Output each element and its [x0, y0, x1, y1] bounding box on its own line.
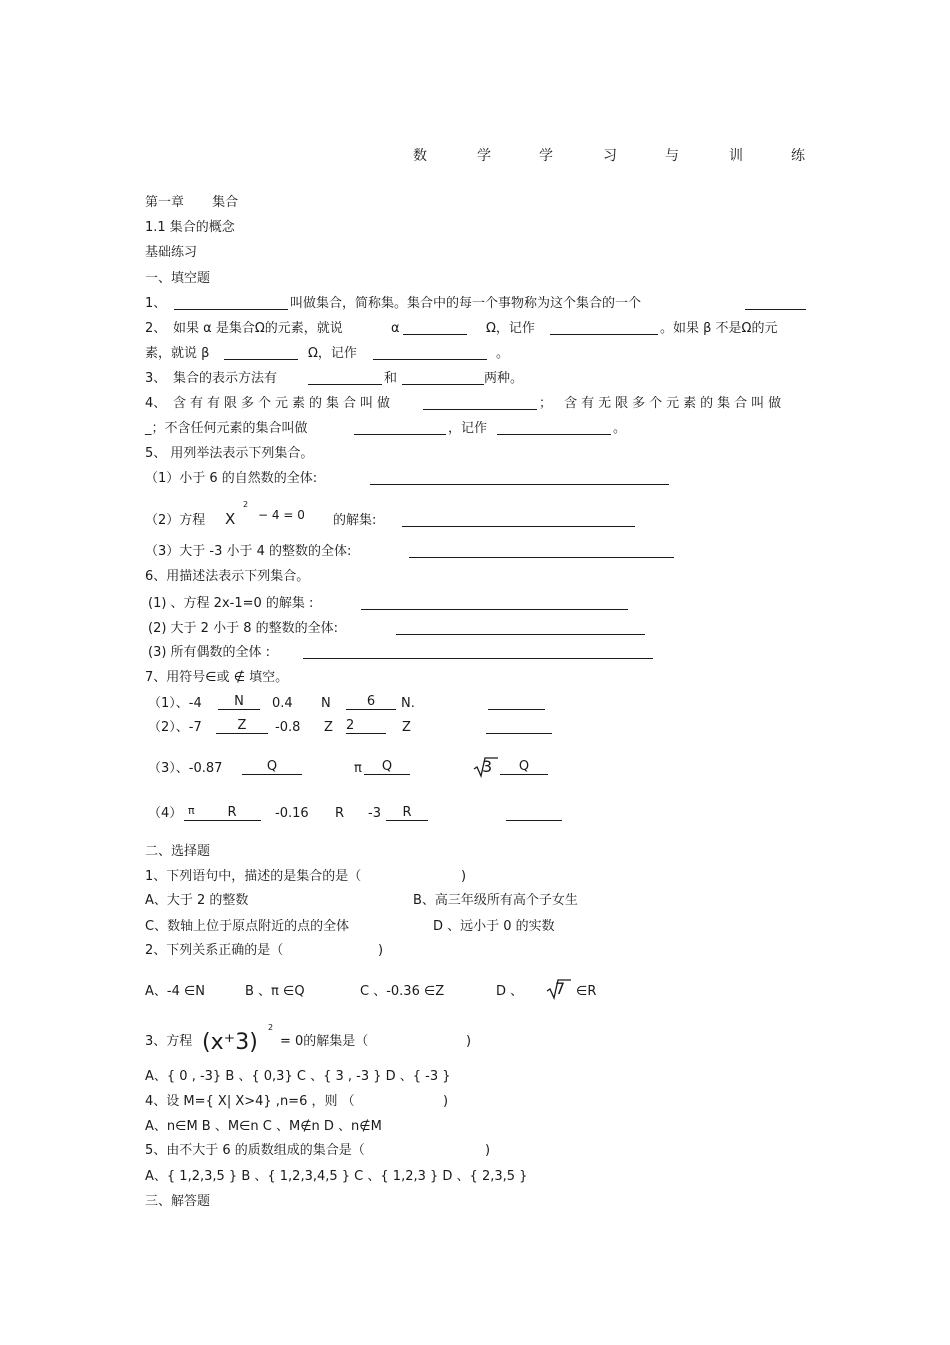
q2-alpha: α: [391, 321, 400, 336]
header-char: 训: [729, 148, 743, 164]
q6-heading: 6、用描述法表示下列集合。: [145, 569, 310, 584]
chapter-number: 第一章: [145, 195, 185, 210]
sqrt-symbol: [546, 978, 572, 1000]
q7-set: Z: [402, 720, 411, 735]
cq1-close: ): [461, 869, 467, 884]
answer-blank[interactable]: [409, 543, 674, 558]
answer-blank[interactable]: Q: [500, 760, 548, 775]
q4-text-d: ，记作: [448, 421, 488, 436]
q6-part1: (1) 、方程 2x-1=0 的解集 :: [148, 596, 314, 611]
cq4-options[interactable]: A、n∈M B 、M∈n C 、M∉n D 、n∉M: [145, 1119, 382, 1134]
q7-value: -0.16: [275, 806, 309, 821]
answer-blank[interactable]: [396, 620, 645, 635]
cq4-stem: 4、设 M={ X| X>4} ,n=6 ，则 （: [145, 1094, 355, 1109]
answer-blank[interactable]: [308, 370, 382, 385]
cq3-exponent: 2: [268, 1023, 274, 1032]
q7-row4-label: （4）: [148, 806, 183, 821]
answer-blank[interactable]: [361, 595, 628, 610]
answer-blank[interactable]: [224, 345, 298, 360]
answer-blank[interactable]: [550, 320, 658, 335]
q3-end: 两种。: [484, 371, 524, 386]
q5-part1: （1）小于 6 的自然数的全体:: [145, 471, 318, 486]
q5-part2-tail: 的解集:: [333, 513, 377, 528]
q5-exponent: 2: [243, 500, 249, 509]
q7-heading: 7、用符号∈或 ∉ 填空。: [145, 670, 289, 685]
cq2-option-c[interactable]: C 、-0.36 ∈Z: [360, 984, 445, 999]
cq2-option-d[interactable]: D 、: [496, 984, 524, 999]
choice-heading: 二、选择题: [145, 844, 211, 859]
q5-part3: （3）大于 -3 小于 4 的整数的全体:: [145, 544, 352, 559]
answer-blank[interactable]: [745, 295, 806, 310]
answer-blank[interactable]: [354, 420, 446, 435]
q4-text-b: ； 含有无限多个元素的集合叫做: [539, 396, 786, 411]
q2-number: 2、: [145, 321, 167, 336]
answer-blank[interactable]: [497, 420, 611, 435]
cq2-stem: 2、下列关系正确的是（: [145, 943, 284, 958]
cq5-options[interactable]: A、{ 1,2,3,5 } B 、{ 1,2,3,4,5 } C 、{ 1,2,3 } D 、{ 2,3,5 }: [145, 1169, 528, 1184]
q2-text-b: 。如果 β 不是Ω的元: [660, 321, 778, 336]
q7-row1-label: （1）、-4: [148, 696, 202, 711]
header-char: 数: [413, 148, 427, 164]
q6-part3: (3) 所有偶数的全体 :: [148, 645, 271, 660]
radicand: 3: [482, 757, 493, 776]
cq2-close: ): [378, 943, 384, 958]
answer-blank[interactable]: R: [386, 806, 428, 821]
answer-blank[interactable]: [486, 719, 552, 734]
q7-set: N.: [401, 696, 415, 711]
cq3-equals: = 0的解集是（: [280, 1034, 369, 1049]
cq3-close: ): [466, 1034, 472, 1049]
cq2-option-d-tail: ∈R: [576, 984, 597, 999]
answer-blank[interactable]: [303, 644, 653, 659]
q5-part2: （2）方程: [145, 513, 206, 528]
q7-row2-label: （2）、-7: [148, 720, 202, 735]
answer-blank[interactable]: [370, 470, 669, 485]
q2-omega: Ω，记作: [486, 321, 535, 336]
cq1-option-c[interactable]: C、数轴上位于原点附近的点的全体: [145, 919, 350, 934]
q7-value: -0.8: [275, 720, 301, 735]
header-char: 学: [477, 148, 491, 164]
q4-number: 4、: [145, 396, 167, 411]
chapter-name: 集合: [212, 195, 239, 210]
q7-row3-label: （3）、-0.87: [148, 761, 223, 776]
answer-heading: 三、解答题: [145, 1194, 211, 1209]
q4-text-c: _；不含任何元素的集合叫做: [145, 421, 308, 436]
q3-number: 3、: [145, 371, 167, 386]
answer-blank[interactable]: 6: [346, 695, 396, 710]
q1-text: 叫做集合，简称集。集合中的每一个事物称为这个集合的一个: [290, 296, 642, 311]
q2-text-c: 素，就说 β: [145, 346, 210, 361]
cq4-close: ): [443, 1094, 449, 1109]
cq2-option-a[interactable]: A、-4 ∈N: [145, 984, 206, 999]
answer-blank[interactable]: [506, 806, 562, 821]
q7-value: 0.4: [272, 696, 293, 711]
header-char: 与: [665, 148, 679, 164]
cq1-stem: 1、下列语句中，描述的是集合的是（: [145, 869, 362, 884]
q2-text: 如果 α 是集合Ω的元素，就说: [173, 321, 343, 336]
practice-title: 基础练习: [145, 245, 198, 260]
q5-equation: − 4 = 0: [258, 508, 305, 522]
cq1-option-b[interactable]: B、高三年级所有高个子女生: [413, 893, 578, 908]
answer-blank[interactable]: [402, 370, 484, 385]
cq3-expression: (x⁺3): [202, 1030, 258, 1055]
answer-blank[interactable]: N: [218, 695, 260, 710]
answer-blank[interactable]: 2: [346, 719, 386, 734]
answer-blank[interactable]: Z: [216, 719, 268, 734]
cq1-option-a[interactable]: A、大于 2 的整数: [145, 893, 249, 908]
cq1-option-d[interactable]: D 、远小于 0 的实数: [433, 919, 555, 934]
radicand: 7: [555, 979, 566, 998]
cq3-options[interactable]: A、{ 0 , -3} B 、{ 0,3} C 、{ 3 , -3 } D 、{ -3 }: [145, 1069, 451, 1084]
q7-set: R: [335, 806, 345, 821]
q3-text: 集合的表示方法有: [173, 371, 278, 386]
chapter-title: [145, 194, 238, 212]
q6-part2: (2) 大于 2 小于 8 的整数的全体:: [148, 621, 338, 636]
answer-blank[interactable]: [174, 295, 288, 310]
q7-set: Z: [324, 720, 333, 735]
answer-blank[interactable]: [184, 806, 203, 821]
answer-blank[interactable]: Q: [364, 760, 410, 775]
q4-text: 含有有限多个元素的集合叫做: [173, 396, 395, 411]
section-title: 1.1 集合的概念: [145, 220, 235, 235]
q2-end: 。: [496, 346, 510, 361]
answer-blank[interactable]: [423, 395, 537, 410]
fill-heading: 一、填空题: [145, 271, 211, 286]
q5-variable: X: [225, 510, 236, 528]
header-char: 学: [539, 148, 553, 164]
answer-blank[interactable]: Q: [242, 760, 302, 775]
answer-blank[interactable]: [403, 320, 467, 335]
answer-blank[interactable]: [402, 512, 635, 527]
q7-pi: π: [188, 804, 195, 817]
sqrt-symbol: [473, 756, 499, 778]
answer-blank[interactable]: [373, 345, 487, 360]
q7-value: -3: [368, 806, 381, 821]
q7-pi: π: [354, 761, 362, 776]
header-char: 习: [603, 148, 617, 164]
header-char: 练: [791, 148, 805, 164]
q4-end: 。: [613, 421, 627, 436]
answer-blank[interactable]: R: [203, 806, 261, 821]
q7-set: N: [321, 696, 331, 711]
cq5-close: ): [485, 1143, 491, 1158]
q3-and: 和: [384, 371, 398, 386]
cq2-option-b[interactable]: B 、π ∈Q: [245, 984, 305, 999]
cq3-stem: 3、方程: [145, 1034, 193, 1049]
cq5-stem: 5、由不大于 6 的质数组成的集合是（: [145, 1143, 365, 1158]
q1-number: 1、: [145, 296, 167, 311]
answer-blank[interactable]: [488, 695, 545, 710]
q5-heading: 5、 用列举法表示下列集合。: [145, 446, 314, 461]
q2-text-d: Ω，记作: [308, 346, 357, 361]
